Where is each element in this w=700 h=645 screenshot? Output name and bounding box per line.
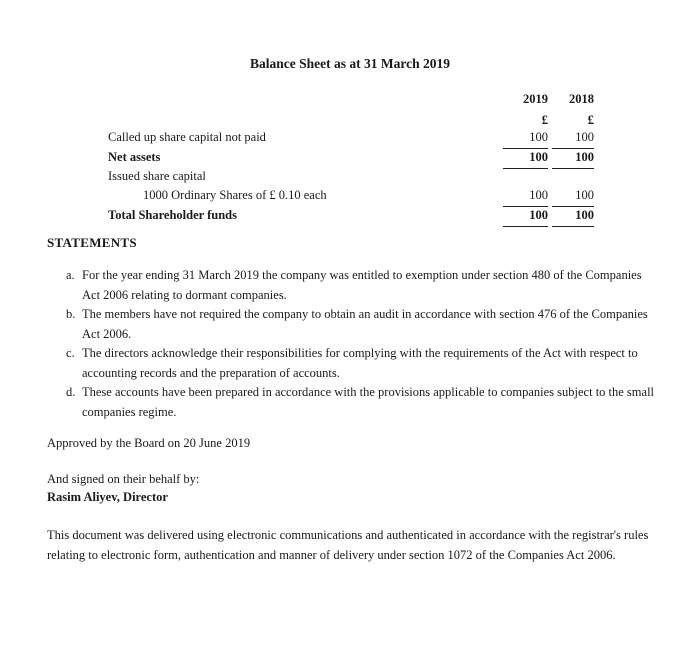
subtotal-rule-2018 <box>552 148 594 149</box>
year-2019-header: 2019 <box>523 92 548 106</box>
statement-d-letter: d. <box>66 385 76 399</box>
row-ordinary-shares-2019: 100 <box>529 188 548 202</box>
row-ordinary-shares-label: 1000 Ordinary Shares of £ 0.10 each <box>143 188 327 202</box>
statement-a-letter: a. <box>66 268 75 282</box>
year-2018-header: 2018 <box>569 92 594 106</box>
statement-b-letter: b. <box>66 307 76 321</box>
row-ordinary-shares-2018: 100 <box>575 188 594 202</box>
document-title: Balance Sheet as at 31 March 2019 <box>250 56 450 71</box>
statement-c-letter: c. <box>66 346 75 360</box>
row-net-assets-label: Net assets <box>108 150 161 164</box>
funds-total-rule-2018 <box>552 226 594 227</box>
row-net-assets-2018: 100 <box>575 150 594 164</box>
row-called-up-2019: 100 <box>529 130 548 144</box>
total-rule-2019 <box>503 168 548 169</box>
row-called-up-label: Called up share capital not paid <box>108 130 266 144</box>
row-total-funds-2018: 100 <box>575 208 594 222</box>
row-total-funds-label: Total Shareholder funds <box>108 208 237 222</box>
row-net-assets-2019: 100 <box>529 150 548 164</box>
signatory-name: Rasim Aliyev, Director <box>47 490 168 504</box>
funds-subtotal-rule-2019 <box>503 206 548 207</box>
funds-subtotal-rule-2018 <box>552 206 594 207</box>
statement-a-text: For the year ending 31 March 2019 the company was entitled to exemption under section 480 of the Companies Act 2006 relating to dormant companies. <box>82 268 642 302</box>
statement-d-text: These accounts have been prepared in accordance with the provisions applicable to companies subject to the small companies regime. <box>82 385 655 419</box>
approval-text: Approved by the Board on 20 June 2019 <box>47 436 251 450</box>
statement-c-text: The directors acknowledge their responsibilities for complying with the requirements of the Act with respect to accounting records and the preparation of accounts. <box>82 346 638 380</box>
row-issued-capital-label: Issued share capital <box>108 169 206 183</box>
row-called-up-2018: 100 <box>575 130 594 144</box>
currency-2019-header: £ <box>541 113 548 127</box>
currency-2018-header: £ <box>587 113 594 127</box>
electronic-delivery-note: This document was delivered using electronic communications and authenticated in accordance with the registrar's rules relating to electronic form, authentication and manner of delivery under section 1072 of the Companies Act 2006. <box>47 528 649 562</box>
subtotal-rule-2019 <box>503 148 548 149</box>
row-total-funds-2019: 100 <box>529 208 548 222</box>
statement-b-text: The members have not required the company to obtain an audit in accordance with section 476 of the Companies Act 2006. <box>82 307 648 341</box>
statements-heading: STATEMENTS <box>47 235 137 250</box>
total-rule-2018 <box>552 168 594 169</box>
signature-intro: And signed on their behalf by: <box>47 472 200 486</box>
funds-total-rule-2019 <box>503 226 548 227</box>
